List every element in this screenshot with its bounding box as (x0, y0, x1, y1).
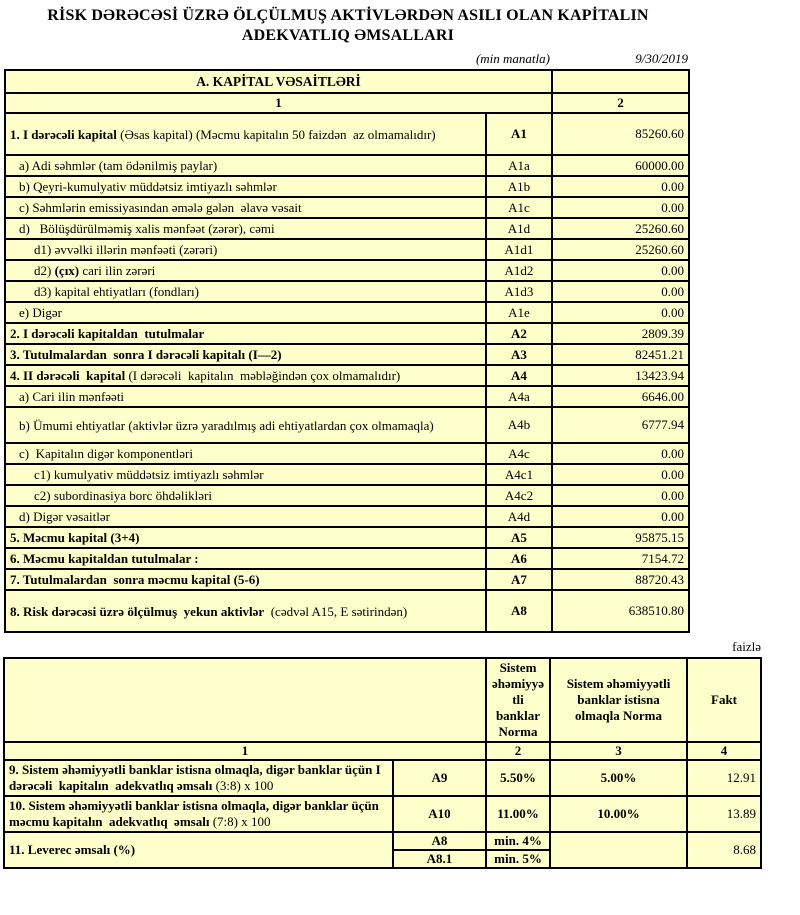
table-row-a1a (5, 155, 689, 176)
table-row-a4c (5, 443, 689, 464)
row-label: b) Qeyri-kumulyativ müddətsiz imtiyazlı səhmlər (5, 176, 486, 197)
row-label: 9. Sistem əhəmiyyətli banklar istisna olmaqla, digər banklar üçün I dərəcəli kapitalın adekvatlıq əmsalı (3:8) x 100 (4, 760, 393, 796)
row-label: e) Digər (5, 302, 486, 323)
table-row-a10 (4, 796, 761, 832)
table-row-a3 (5, 344, 689, 365)
row-code: A4d (486, 506, 552, 527)
column-number-1: 1 (5, 93, 552, 113)
row-code: A10 (393, 796, 486, 832)
row-code: A7 (486, 569, 552, 590)
row-code: A4c (486, 443, 552, 464)
row-label: d) Bölüşdürülməmiş xalis mənfəət (zərər), cəmi (5, 218, 486, 239)
column-number-2: 2 (552, 93, 689, 113)
row-label: 8. Risk dərəcəsi üzrə ölçülmuş yekun aktivlər (cədvəl A15, E sətirindən) (5, 590, 486, 632)
table-row-a8 (5, 590, 689, 632)
table-row-a4d (5, 506, 689, 527)
row-label: 7. Tutulmalardan sonra məcmu kapital (5-6) (5, 569, 486, 590)
row-value: 7154.72 (552, 548, 689, 569)
row-code: A8.1 (393, 850, 486, 868)
row-norm-other-empty (550, 832, 687, 868)
row-norm-systemic: 5.50% (486, 760, 550, 796)
row-code: A4b (486, 407, 552, 443)
row-label: 2. I dərəcəli kapitaldan tutulmalar (5, 323, 486, 344)
unit-label: (min manatla) (475, 51, 550, 66)
row-label: 11. Leverec əmsalı (%) (4, 832, 393, 868)
row-code: A1c (486, 197, 552, 218)
page-title-line2: ADEKVATLIQ ƏMSALLARI (241, 27, 455, 44)
ratio-table-header-row (4, 658, 761, 742)
row-label: c1) kumulyativ müddətsiz imtiyazlı səhmlər (5, 464, 486, 485)
row-value: 0.00 (552, 485, 689, 506)
ratio-header-empty-cell (4, 658, 486, 742)
row-norm-other: 10.00% (550, 796, 687, 832)
table-row-a1b (5, 176, 689, 197)
row-code: A1a (486, 155, 552, 176)
row-code: A2 (486, 323, 552, 344)
meta-row (4, 51, 688, 67)
table-row-a4c2 (5, 485, 689, 506)
row-code: A5 (486, 527, 552, 548)
ratio-header-fact: Fakt (687, 658, 761, 742)
table-row-a1d1 (5, 239, 689, 260)
row-value: 0.00 (552, 260, 689, 281)
row-norm-min: min. 4% (486, 832, 550, 850)
table-row-a1d3 (5, 281, 689, 302)
row-label: c) Səhmlərin emissiyasından əmələ gələn əlavə vəsait (5, 197, 486, 218)
table-row-a5 (5, 527, 689, 548)
row-label: a) Cari ilin mənfəəti (5, 386, 486, 407)
ratio-header-other-norm: Sistem əhəmiyyətli banklar istisna olmaqla Norma (550, 658, 687, 742)
row-label: d2) (çıx) cari ilin zərəri (5, 260, 486, 281)
row-label: 1. I dərəcəli kapital (Əsas kapital) (Məcmu kapitalın 50 faizdən az olmamalıdır) (5, 113, 486, 155)
row-code: A8 (486, 590, 552, 632)
row-value: 0.00 (552, 281, 689, 302)
table-row-a6 (5, 548, 689, 569)
row-code: A9 (393, 760, 486, 796)
row-value: 0.00 (552, 197, 689, 218)
capital-table-empty-header-cell (552, 70, 689, 93)
ratio-header-systemic-norm: Sistem əhəmiyyətli banklar Norma (486, 658, 550, 742)
row-code: A6 (486, 548, 552, 569)
table-row-a4a (5, 386, 689, 407)
row-code: A1b (486, 176, 552, 197)
row-value: 0.00 (552, 464, 689, 485)
row-value: 85260.60 (552, 113, 689, 155)
row-value: 25260.60 (552, 218, 689, 239)
column-number-4: 4 (687, 742, 761, 760)
page-title (4, 6, 692, 46)
row-code: A1d3 (486, 281, 552, 302)
report-date: 9/30/2019 (635, 51, 688, 66)
capital-table-header-row (5, 70, 689, 93)
row-value: 0.00 (552, 302, 689, 323)
column-number-row (5, 93, 689, 113)
table-row-a1d (5, 218, 689, 239)
column-number-3: 3 (550, 742, 687, 760)
row-value: 2809.39 (552, 323, 689, 344)
table-row-a1d2 (5, 260, 689, 281)
row-value: 0.00 (552, 176, 689, 197)
table-row-a4 (5, 365, 689, 386)
column-number-1: 1 (4, 742, 486, 760)
row-fact-value: 12.91 (687, 760, 761, 796)
row-label: d1) əvvəlki illərin mənfəəti (zərəri) (5, 239, 486, 260)
row-label: c) Kapitalın digər komponentləri (5, 443, 486, 464)
row-value: 6646.00 (552, 386, 689, 407)
row-label: d) Digər vəsaitlər (5, 506, 486, 527)
row-value: 25260.60 (552, 239, 689, 260)
row-code: A3 (486, 344, 552, 365)
table-row-a9 (4, 760, 761, 796)
table-row-a4b (5, 407, 689, 443)
ratio-table (3, 657, 762, 869)
row-norm-systemic: 11.00% (486, 796, 550, 832)
row-norm-min: min. 5% (486, 850, 550, 868)
row-code: A1d2 (486, 260, 552, 281)
row-value: 82451.21 (552, 344, 689, 365)
table-row-a4c1 (5, 464, 689, 485)
row-label: a) Adi səhmlər (tam ödənilmiş paylar) (5, 155, 486, 176)
row-code: A4c1 (486, 464, 552, 485)
percent-unit-label: faizlə (732, 639, 761, 654)
row-code: A4a (486, 386, 552, 407)
row-value: 60000.00 (552, 155, 689, 176)
row-label: 4. II dərəcəli kapital (I dərəcəli kapitalın məbləğindən çox olmamalıdır) (5, 365, 486, 386)
row-label: 10. Sistem əhəmiyyətli banklar istisna olmaqla, digər banklar üçün məcmu kapitalın adekvatlıq əmsalı (7:8) x 100 (4, 796, 393, 832)
row-label: 6. Məcmu kapitaldan tutulmalar : (5, 548, 486, 569)
capital-table-title-cell: A. KAPİTAL VƏSAİTLƏRİ (5, 70, 552, 93)
row-code: A1 (486, 113, 552, 155)
row-label: d3) kapital ehtiyatları (fondları) (5, 281, 486, 302)
row-value: 0.00 (552, 506, 689, 527)
row-code: A1d1 (486, 239, 552, 260)
row-label: 5. Məcmu kapital (3+4) (5, 527, 486, 548)
table-row-leverage-a8 (4, 832, 761, 850)
row-norm-other: 5.00% (550, 760, 687, 796)
row-code: A4c2 (486, 485, 552, 506)
table-row-a2 (5, 323, 689, 344)
row-value: 13423.94 (552, 365, 689, 386)
row-fact-value: 8.68 (687, 832, 761, 868)
row-label: c2) subordinasiya borc öhdəlikləri (5, 485, 486, 506)
row-code: A1e (486, 302, 552, 323)
row-code: A1d (486, 218, 552, 239)
row-value: 88720.43 (552, 569, 689, 590)
row-code: A4 (486, 365, 552, 386)
capital-table (4, 69, 690, 633)
table-row-a7 (5, 569, 689, 590)
table-row-a1 (5, 113, 689, 155)
table-row-a1c (5, 197, 689, 218)
row-value: 95875.15 (552, 527, 689, 548)
row-value: 638510.80 (552, 590, 689, 632)
column-number-2: 2 (486, 742, 550, 760)
row-label: 3. Tutulmalardan sonra I dərəcəli kapitalı (I—2) (5, 344, 486, 365)
row-code: A8 (393, 832, 486, 850)
row-fact-value: 13.89 (687, 796, 761, 832)
row-value: 0.00 (552, 443, 689, 464)
ratio-column-number-row (4, 742, 761, 760)
table-row-a1e (5, 302, 689, 323)
row-value: 6777.94 (552, 407, 689, 443)
page-title-line1: RİSK DƏRƏCƏSİ ÜZRƏ ÖLÇÜLMUŞ AKTİVLƏRDƏN ASILI OLAN KAPİTALIN (47, 7, 649, 24)
row-label: b) Ümumi ehtiyatlar (aktivlər üzrə yaradılmış adi ehtiyatlardan çox olmamaqla) (5, 407, 486, 443)
